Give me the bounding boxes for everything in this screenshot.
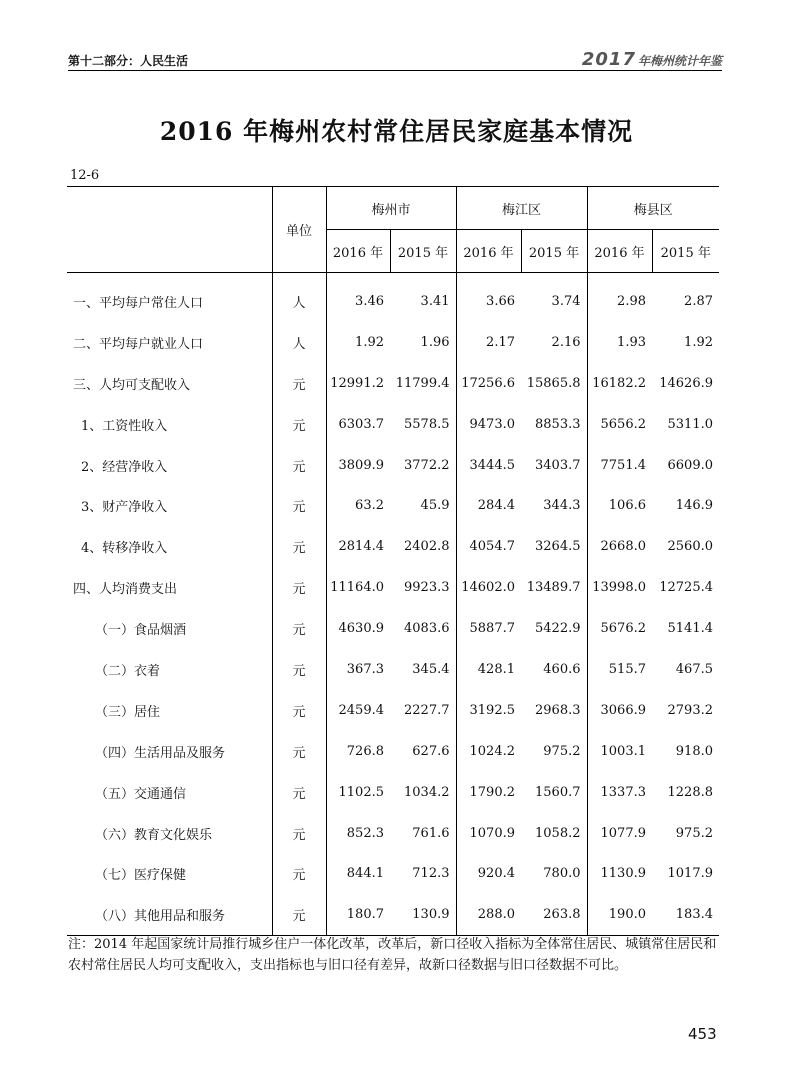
row-label: 3、财产净收入 (81, 500, 168, 516)
value-cell: 14602.0 (456, 567, 521, 608)
table-row (67, 445, 719, 486)
value-cell: 6609.0 (667, 457, 713, 473)
row-unit: 人 (272, 273, 326, 322)
value-cell: 428.1 (456, 649, 521, 690)
row-unit: 元 (272, 813, 326, 854)
table-row (67, 894, 719, 935)
row-label: 四、人均消费支出 (73, 582, 178, 598)
value-cell: 761.6 (412, 825, 450, 841)
value-cell: 2459.4 (326, 690, 390, 731)
value-cell: 2227.7 (404, 702, 450, 718)
value-cell: 190.0 (587, 894, 652, 935)
value-cell: 1790.2 (456, 772, 521, 813)
table-row (67, 649, 719, 690)
page-number: 453 (688, 1025, 717, 1043)
row-label: （六）教育文化娱乐 (95, 827, 213, 843)
value-cell: 367.3 (326, 649, 390, 690)
value-cell: 2.87 (684, 293, 713, 309)
row-unit: 元 (272, 690, 326, 731)
table-row (67, 690, 719, 731)
table-row (67, 567, 719, 608)
value-cell: 1.93 (587, 322, 652, 363)
value-cell: 3066.9 (587, 690, 652, 731)
value-cell: 3.41 (420, 293, 450, 309)
value-cell: 3192.5 (456, 690, 521, 731)
value-cell: 130.9 (412, 907, 450, 923)
value-cell: 5656.2 (587, 404, 652, 445)
row-label: 2、经营净收入 (81, 459, 168, 475)
value-cell: 515.7 (587, 649, 652, 690)
value-cell: 5141.4 (667, 621, 713, 637)
value-cell: 920.4 (456, 853, 521, 894)
value-cell: 3264.5 (535, 539, 581, 555)
value-cell: 5578.5 (404, 416, 450, 432)
value-cell: 12991.2 (326, 363, 390, 404)
row-unit: 元 (272, 485, 326, 526)
value-cell: 1.96 (420, 334, 450, 350)
value-cell: 288.0 (456, 894, 521, 935)
value-cell: 467.5 (675, 661, 713, 677)
value-cell: 918.0 (675, 743, 713, 759)
value-cell: 2.17 (456, 322, 521, 363)
page-title: 2016 年梅州农村常住居民家庭基本情况 (159, 117, 634, 146)
value-cell: 852.3 (326, 813, 390, 854)
yearbook-title (582, 49, 722, 70)
value-cell: 5422.9 (535, 621, 581, 637)
value-cell: 1130.9 (587, 853, 652, 894)
value-cell: 780.0 (543, 866, 581, 882)
table-row (67, 322, 719, 363)
row-unit: 元 (272, 567, 326, 608)
row-label: 二、平均每户就业人口 (73, 336, 204, 352)
value-cell: 2668.0 (587, 526, 652, 567)
value-cell: 712.3 (412, 866, 450, 882)
row-unit: 元 (272, 404, 326, 445)
table-code: 12-6 (70, 168, 100, 183)
value-cell: 2814.4 (326, 526, 390, 567)
value-cell: 1.92 (326, 322, 390, 363)
value-cell: 3.46 (326, 273, 390, 322)
year-header: 2015 年 (390, 230, 456, 273)
value-cell: 45.9 (420, 498, 450, 514)
value-cell: 11164.0 (326, 567, 390, 608)
table-row (67, 526, 719, 567)
value-cell: 11799.4 (395, 375, 450, 391)
value-cell: 63.2 (326, 485, 390, 526)
value-cell: 13998.0 (587, 567, 652, 608)
value-cell: 975.2 (675, 825, 713, 841)
value-cell: 344.3 (543, 498, 581, 514)
value-cell: 627.6 (412, 743, 450, 759)
value-cell: 4083.6 (404, 621, 450, 637)
value-cell: 1560.7 (535, 784, 581, 800)
value-cell: 3444.5 (456, 445, 521, 486)
row-label: （一）食品烟酒 (95, 623, 187, 639)
row-label: （八）其他用品和服务 (95, 909, 226, 925)
footnote: 注：2014 年起国家统计局推行城乡住户一体化改革，改革后，新口径收入指标为全体常住居民、城镇常住居民和农村常住居民人均可支配收入，支出指标也与旧口径有差异，故新口径数据与旧口径数据不可比。 (68, 937, 717, 973)
value-cell: 5887.7 (456, 608, 521, 649)
row-label: 4、转移净收入 (81, 541, 168, 557)
value-cell: 5676.2 (587, 608, 652, 649)
value-cell: 1024.2 (456, 731, 521, 772)
table-row (67, 731, 719, 772)
row-unit: 人 (272, 322, 326, 363)
row-label: （五）交通通信 (95, 786, 187, 802)
row-unit: 元 (272, 731, 326, 772)
row-unit: 元 (272, 853, 326, 894)
table-row (67, 853, 719, 894)
value-cell: 2.98 (587, 273, 652, 322)
row-label: 三、人均可支配收入 (73, 377, 191, 393)
table-row (67, 485, 719, 526)
row-unit: 元 (272, 363, 326, 404)
table-row (67, 404, 719, 445)
value-cell: 3809.9 (326, 445, 390, 486)
region-header: 梅江区 (456, 187, 587, 230)
table-row (67, 273, 719, 322)
row-label: （二）衣着 (95, 663, 161, 679)
row-label: 1、工资性收入 (81, 418, 168, 434)
row-unit: 元 (272, 526, 326, 567)
page-header (68, 48, 722, 71)
value-cell: 345.4 (412, 661, 450, 677)
value-cell: 1003.1 (587, 731, 652, 772)
value-cell: 7751.4 (587, 445, 652, 486)
value-cell: 1034.2 (404, 784, 450, 800)
value-cell: 146.9 (675, 498, 713, 514)
value-cell: 183.4 (675, 907, 713, 923)
data-table (67, 186, 719, 936)
region-header: 梅州市 (326, 187, 456, 230)
year-header: 2016 年 (587, 230, 652, 273)
row-label: （七）医疗保健 (95, 868, 187, 884)
value-cell: 2.16 (551, 334, 581, 350)
value-cell: 2402.8 (404, 539, 450, 555)
table-row (67, 772, 719, 813)
year-header: 2016 年 (456, 230, 521, 273)
value-cell: 13489.7 (526, 580, 581, 596)
row-unit: 元 (272, 649, 326, 690)
value-cell: 9473.0 (456, 404, 521, 445)
value-cell: 106.6 (587, 485, 652, 526)
value-cell: 2793.2 (667, 702, 713, 718)
yearbook-name: 年梅州统计年鉴 (637, 54, 722, 68)
value-cell: 284.4 (456, 485, 521, 526)
value-cell: 844.1 (326, 853, 390, 894)
value-cell: 460.6 (543, 661, 581, 677)
row-label: （三）居住 (95, 704, 161, 720)
row-unit: 元 (272, 772, 326, 813)
section-label: 第十二部分：人民生活 (68, 54, 189, 68)
value-cell: 1228.8 (667, 784, 713, 800)
value-cell: 1070.9 (456, 813, 521, 854)
value-cell: 263.8 (543, 907, 581, 923)
table-row (67, 363, 719, 404)
value-cell: 15865.8 (526, 375, 581, 391)
label-header (67, 187, 272, 273)
value-cell: 16182.2 (587, 363, 652, 404)
value-cell: 1102.5 (326, 772, 390, 813)
value-cell: 2968.3 (535, 702, 581, 718)
value-cell: 6303.7 (326, 404, 390, 445)
value-cell: 3.74 (551, 293, 581, 309)
year-header: 2015 年 (521, 230, 587, 273)
value-cell: 726.8 (326, 731, 390, 772)
row-unit: 元 (272, 608, 326, 649)
value-cell: 17256.6 (456, 363, 521, 404)
value-cell: 1077.9 (587, 813, 652, 854)
year-header: 2015 年 (652, 230, 719, 273)
value-cell: 3403.7 (535, 457, 581, 473)
year-header: 2016 年 (326, 230, 390, 273)
value-cell: 180.7 (326, 894, 390, 935)
value-cell: 2560.0 (667, 539, 713, 555)
value-cell: 1337.3 (587, 772, 652, 813)
table-row (67, 813, 719, 854)
row-label: 一、平均每户常住人口 (73, 295, 204, 311)
value-cell: 3.66 (456, 273, 521, 322)
value-cell: 3772.2 (404, 457, 450, 473)
value-cell: 4054.7 (456, 526, 521, 567)
unit-header: 单位 (272, 187, 326, 273)
value-cell: 9923.3 (404, 580, 450, 596)
value-cell: 975.2 (543, 743, 581, 759)
value-cell: 14626.9 (659, 375, 713, 391)
region-header: 梅县区 (587, 187, 719, 230)
value-cell: 1058.2 (535, 825, 581, 841)
value-cell: 4630.9 (326, 608, 390, 649)
row-unit: 元 (272, 894, 326, 935)
row-label: （四）生活用品及服务 (95, 745, 226, 761)
value-cell: 5311.0 (667, 416, 713, 432)
table-row (67, 608, 719, 649)
row-unit: 元 (272, 445, 326, 486)
value-cell: 1.92 (684, 334, 713, 350)
value-cell: 8853.3 (535, 416, 581, 432)
value-cell: 12725.4 (659, 580, 713, 596)
yearbook-year: 2017 (581, 49, 636, 70)
value-cell: 1017.9 (667, 866, 713, 882)
